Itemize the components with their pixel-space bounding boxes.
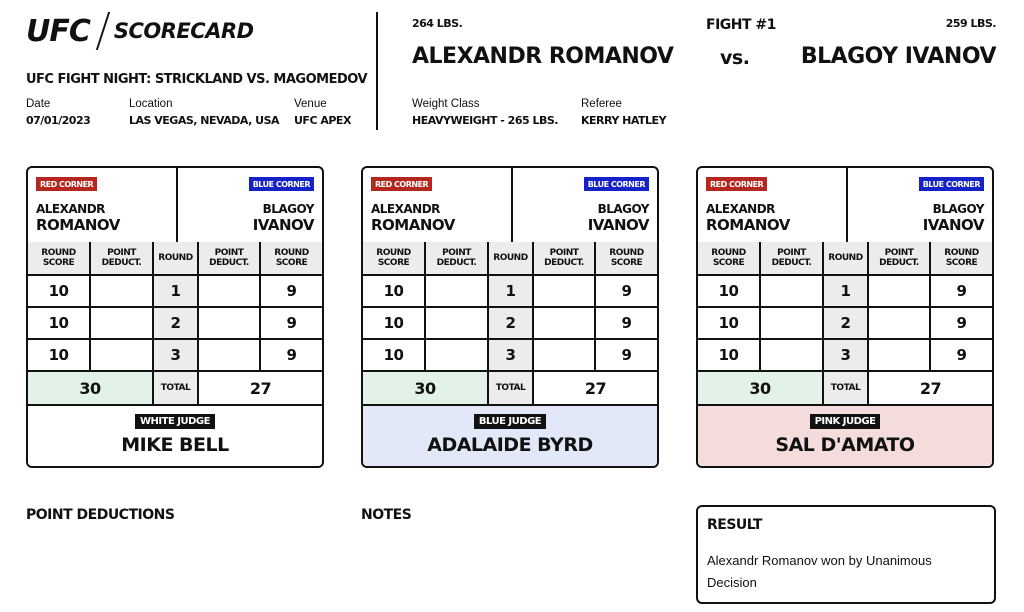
round-number: 3 bbox=[153, 339, 198, 371]
red-corner-badge: RED CORNER bbox=[371, 177, 432, 191]
total-row bbox=[363, 371, 657, 405]
blue-round-score-header: ROUND SCORE bbox=[260, 242, 322, 275]
total-label: TOTAL bbox=[153, 371, 198, 405]
round-number: 1 bbox=[153, 275, 198, 307]
red-point-deduct bbox=[90, 339, 153, 371]
judge-scorecard bbox=[696, 166, 994, 468]
blue-last-name: IVANOV bbox=[252, 216, 314, 234]
round-number: 3 bbox=[823, 339, 868, 371]
judge-badge: PINK JUDGE bbox=[810, 414, 881, 429]
red-point-deduct-header: POINT DEDUCT. bbox=[425, 242, 488, 275]
vs-label: vs. bbox=[720, 47, 750, 69]
round-number: 1 bbox=[823, 275, 868, 307]
red-round-score-header: ROUND SCORE bbox=[698, 242, 760, 275]
weight-class-block bbox=[412, 98, 558, 127]
red-round-score: 10 bbox=[28, 339, 90, 371]
fight-number: FIGHT #1 bbox=[706, 17, 776, 33]
table-row bbox=[363, 307, 657, 339]
red-corner-badge: RED CORNER bbox=[706, 177, 767, 191]
red-round-score: 10 bbox=[698, 339, 760, 371]
blue-round-score: 9 bbox=[930, 339, 992, 371]
blue-round-score-header: ROUND SCORE bbox=[930, 242, 992, 275]
blue-corner-fighter bbox=[253, 201, 314, 233]
judge-badge: BLUE JUDGE bbox=[474, 414, 546, 429]
table-row bbox=[28, 339, 322, 371]
red-point-deduct bbox=[425, 275, 488, 307]
blue-fighter-name: BLAGOY IVANOV bbox=[800, 44, 996, 69]
round-number: 1 bbox=[488, 275, 533, 307]
logo-divider bbox=[96, 12, 110, 50]
judge-area bbox=[28, 406, 322, 466]
score-table-header bbox=[28, 242, 322, 275]
judge-name: ADALAIDE BYRD bbox=[427, 434, 593, 456]
red-last-name: ROMANOV bbox=[36, 216, 120, 234]
blue-point-deduct bbox=[868, 307, 930, 339]
table-row bbox=[363, 339, 657, 371]
corner-divider bbox=[511, 168, 513, 242]
location-block bbox=[129, 98, 279, 127]
blue-last-name: IVANOV bbox=[922, 216, 984, 234]
judge-badge: WHITE JUDGE bbox=[135, 414, 215, 429]
red-corner-fighter bbox=[36, 201, 120, 233]
score-table-header bbox=[698, 242, 992, 275]
total-row bbox=[28, 371, 322, 405]
date-value: 07/01/2023 bbox=[26, 114, 91, 127]
blue-last-name: IVANOV bbox=[587, 216, 649, 234]
red-last-name: ROMANOV bbox=[371, 216, 455, 234]
red-round-score: 10 bbox=[363, 275, 425, 307]
round-number: 2 bbox=[153, 307, 198, 339]
location-value: LAS VEGAS, NEVADA, USA bbox=[129, 114, 279, 127]
fighters-header bbox=[698, 168, 992, 244]
referee-block bbox=[581, 98, 666, 127]
blue-round-score: 9 bbox=[260, 339, 322, 371]
red-total: 30 bbox=[363, 371, 488, 405]
ufc-logo bbox=[26, 12, 254, 50]
corner-divider bbox=[176, 168, 178, 242]
table-row bbox=[363, 275, 657, 307]
blue-point-deduct bbox=[198, 307, 260, 339]
red-round-score: 10 bbox=[363, 307, 425, 339]
red-total: 30 bbox=[698, 371, 823, 405]
blue-point-deduct bbox=[868, 339, 930, 371]
red-point-deduct bbox=[760, 275, 823, 307]
blue-point-deduct-header: POINT DEDUCT. bbox=[868, 242, 930, 275]
blue-round-score: 9 bbox=[595, 307, 657, 339]
red-point-deduct bbox=[425, 339, 488, 371]
referee-value: KERRY HATLEY bbox=[581, 114, 667, 127]
date-block bbox=[26, 98, 90, 127]
round-number: 2 bbox=[823, 307, 868, 339]
red-round-score: 10 bbox=[698, 307, 760, 339]
round-header: ROUND bbox=[488, 242, 533, 275]
red-corner-badge: RED CORNER bbox=[36, 177, 97, 191]
blue-corner-badge: BLUE CORNER bbox=[919, 177, 984, 191]
blue-round-score: 9 bbox=[930, 307, 992, 339]
red-point-deduct bbox=[760, 307, 823, 339]
red-point-deduct bbox=[90, 307, 153, 339]
weight-class-label: Weight Class bbox=[412, 98, 480, 110]
blue-round-score: 9 bbox=[260, 275, 322, 307]
date-label: Date bbox=[26, 98, 51, 110]
red-point-deduct bbox=[760, 339, 823, 371]
red-first-name: ALEXANDR bbox=[706, 202, 775, 216]
blue-first-name: BLAGOY bbox=[597, 202, 649, 216]
red-round-score-header: ROUND SCORE bbox=[363, 242, 425, 275]
red-corner-fighter bbox=[706, 201, 790, 233]
red-corner-fighter bbox=[371, 201, 455, 233]
blue-fighter-weight: 259 LBS. bbox=[945, 17, 996, 30]
round-number: 3 bbox=[488, 339, 533, 371]
red-round-score-header: ROUND SCORE bbox=[28, 242, 90, 275]
red-last-name: ROMANOV bbox=[706, 216, 790, 234]
round-number: 2 bbox=[488, 307, 533, 339]
blue-total: 27 bbox=[868, 371, 992, 405]
red-point-deduct bbox=[425, 307, 488, 339]
blue-corner-fighter bbox=[923, 201, 984, 233]
notes-heading: NOTES bbox=[361, 507, 412, 523]
red-round-score: 10 bbox=[28, 275, 90, 307]
red-fighter-name: ALEXANDR ROMANOV bbox=[412, 44, 674, 69]
red-fighter-weight: 264 LBS. bbox=[412, 17, 463, 30]
red-round-score: 10 bbox=[363, 339, 425, 371]
red-round-score: 10 bbox=[28, 307, 90, 339]
score-table bbox=[698, 242, 992, 406]
scorecard-title: SCORECARD bbox=[113, 19, 254, 43]
blue-corner-badge: BLUE CORNER bbox=[584, 177, 649, 191]
red-total: 30 bbox=[28, 371, 153, 405]
corner-divider bbox=[846, 168, 848, 242]
result-box bbox=[696, 505, 996, 604]
blue-point-deduct bbox=[533, 339, 595, 371]
blue-round-score-header: ROUND SCORE bbox=[595, 242, 657, 275]
score-table bbox=[363, 242, 657, 406]
blue-first-name: BLAGOY bbox=[932, 202, 984, 216]
blue-point-deduct bbox=[868, 275, 930, 307]
blue-total: 27 bbox=[533, 371, 657, 405]
red-point-deduct-header: POINT DEDUCT. bbox=[90, 242, 153, 275]
judge-scorecard bbox=[361, 166, 659, 468]
table-row bbox=[28, 307, 322, 339]
blue-corner-badge: BLUE CORNER bbox=[249, 177, 314, 191]
score-table-header bbox=[363, 242, 657, 275]
red-first-name: ALEXANDR bbox=[371, 202, 440, 216]
judge-name: MIKE BELL bbox=[121, 434, 229, 456]
round-header: ROUND bbox=[153, 242, 198, 275]
total-label: TOTAL bbox=[823, 371, 868, 405]
blue-total: 27 bbox=[198, 371, 322, 405]
venue-block bbox=[294, 98, 351, 127]
red-first-name: ALEXANDR bbox=[36, 202, 105, 216]
red-point-deduct-header: POINT DEDUCT. bbox=[760, 242, 823, 275]
blue-point-deduct bbox=[533, 275, 595, 307]
blue-point-deduct bbox=[198, 275, 260, 307]
judge-area bbox=[698, 406, 992, 466]
blue-point-deduct-header: POINT DEDUCT. bbox=[198, 242, 260, 275]
blue-round-score: 9 bbox=[930, 275, 992, 307]
referee-label: Referee bbox=[581, 98, 622, 110]
table-row bbox=[698, 307, 992, 339]
header-divider bbox=[376, 12, 378, 130]
ufc-logo-text: UFC bbox=[26, 13, 90, 49]
point-deductions-heading: POINT DEDUCTIONS bbox=[26, 507, 175, 523]
total-row bbox=[698, 371, 992, 405]
round-header: ROUND bbox=[823, 242, 868, 275]
blue-point-deduct bbox=[198, 339, 260, 371]
score-table bbox=[28, 242, 322, 406]
location-label: Location bbox=[129, 98, 173, 110]
table-row bbox=[698, 339, 992, 371]
result-text: Alexandr Romanov won by Unanimous Decision bbox=[707, 553, 932, 590]
red-round-score: 10 bbox=[698, 275, 760, 307]
fighters-header bbox=[28, 168, 322, 244]
judge-scorecard bbox=[26, 166, 324, 468]
table-row bbox=[698, 275, 992, 307]
total-label: TOTAL bbox=[488, 371, 533, 405]
table-row bbox=[28, 275, 322, 307]
event-name: UFC FIGHT NIGHT: STRICKLAND VS. MAGOMEDOV bbox=[26, 72, 368, 87]
venue-label: Venue bbox=[294, 98, 327, 110]
blue-round-score: 9 bbox=[595, 275, 657, 307]
blue-first-name: BLAGOY bbox=[262, 202, 314, 216]
blue-round-score: 9 bbox=[260, 307, 322, 339]
weight-class-value: HEAVYWEIGHT - 265 LBS. bbox=[412, 114, 558, 127]
judge-area bbox=[363, 406, 657, 466]
blue-round-score: 9 bbox=[595, 339, 657, 371]
venue-value: UFC APEX bbox=[294, 114, 351, 127]
judge-name: SAL D'AMATO bbox=[775, 434, 915, 456]
blue-point-deduct-header: POINT DEDUCT. bbox=[533, 242, 595, 275]
result-heading: RESULT bbox=[707, 517, 762, 533]
fighters-header bbox=[363, 168, 657, 244]
red-point-deduct bbox=[90, 275, 153, 307]
blue-point-deduct bbox=[533, 307, 595, 339]
blue-corner-fighter bbox=[588, 201, 649, 233]
